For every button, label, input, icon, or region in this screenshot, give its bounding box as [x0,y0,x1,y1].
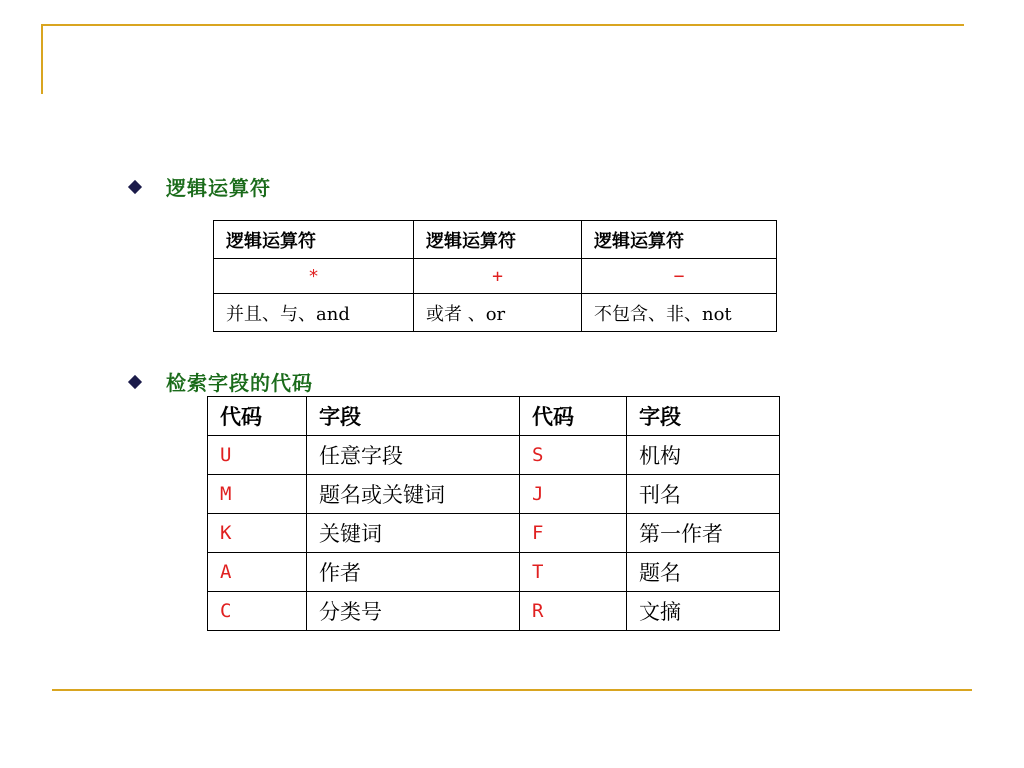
section2-heading: 检索字段的代码 [166,371,313,395]
table-header-cell: 字段 [307,397,520,436]
table-header-cell: 逻辑运算符 [414,221,582,259]
table-row [208,436,780,475]
table-header-row [214,221,777,259]
field-name: 关键词 [307,514,520,553]
field-name: 任意字段 [307,436,520,475]
table-header-cell: 字段 [627,397,780,436]
field-name: 题名或关键词 [307,475,520,514]
section2-heading-row [130,367,313,396]
field-name: 刊名 [627,475,780,514]
field-name: 分类号 [307,592,520,631]
table-row [208,475,780,514]
field-code: U [208,436,307,475]
field-code: R [520,592,627,631]
field-code: F [520,514,627,553]
operator-description-and: 并且、与、and [214,294,414,332]
slide-frame-top-line [41,24,964,26]
operator-description-not: 不包含、非、not [582,294,777,332]
field-code: K [208,514,307,553]
slide-frame-bottom-line [52,689,972,691]
table-header-cell: 代码 [520,397,627,436]
field-name: 机构 [627,436,780,475]
field-name: 题名 [627,553,780,592]
field-name: 第一作者 [627,514,780,553]
table-header-row [208,397,780,436]
table-row [208,592,780,631]
table-header-cell: 逻辑运算符 [582,221,777,259]
operator-symbol-row [214,259,777,294]
field-code: A [208,553,307,592]
field-code: J [520,475,627,514]
field-code: S [520,436,627,475]
table-row [208,514,780,553]
field-code: C [208,592,307,631]
section1-heading: 逻辑运算符 [166,176,271,200]
operator-symbol-and: * [214,259,414,294]
field-name: 作者 [307,553,520,592]
diamond-bullet-icon [128,179,142,193]
table-header-cell: 代码 [208,397,307,436]
field-codes-table [207,396,780,631]
operator-symbol-or: + [414,259,582,294]
table-row [208,553,780,592]
field-name: 文摘 [627,592,780,631]
slide-frame-left-line [41,24,43,94]
operator-description-row [214,294,777,332]
field-code: T [520,553,627,592]
section1-heading-row [130,172,271,201]
operator-symbol-not: − [582,259,777,294]
operator-description-or: 或者 、or [414,294,582,332]
table-header-cell: 逻辑运算符 [214,221,414,259]
field-code: M [208,475,307,514]
logic-operators-table [213,220,777,332]
diamond-bullet-icon [128,374,142,388]
